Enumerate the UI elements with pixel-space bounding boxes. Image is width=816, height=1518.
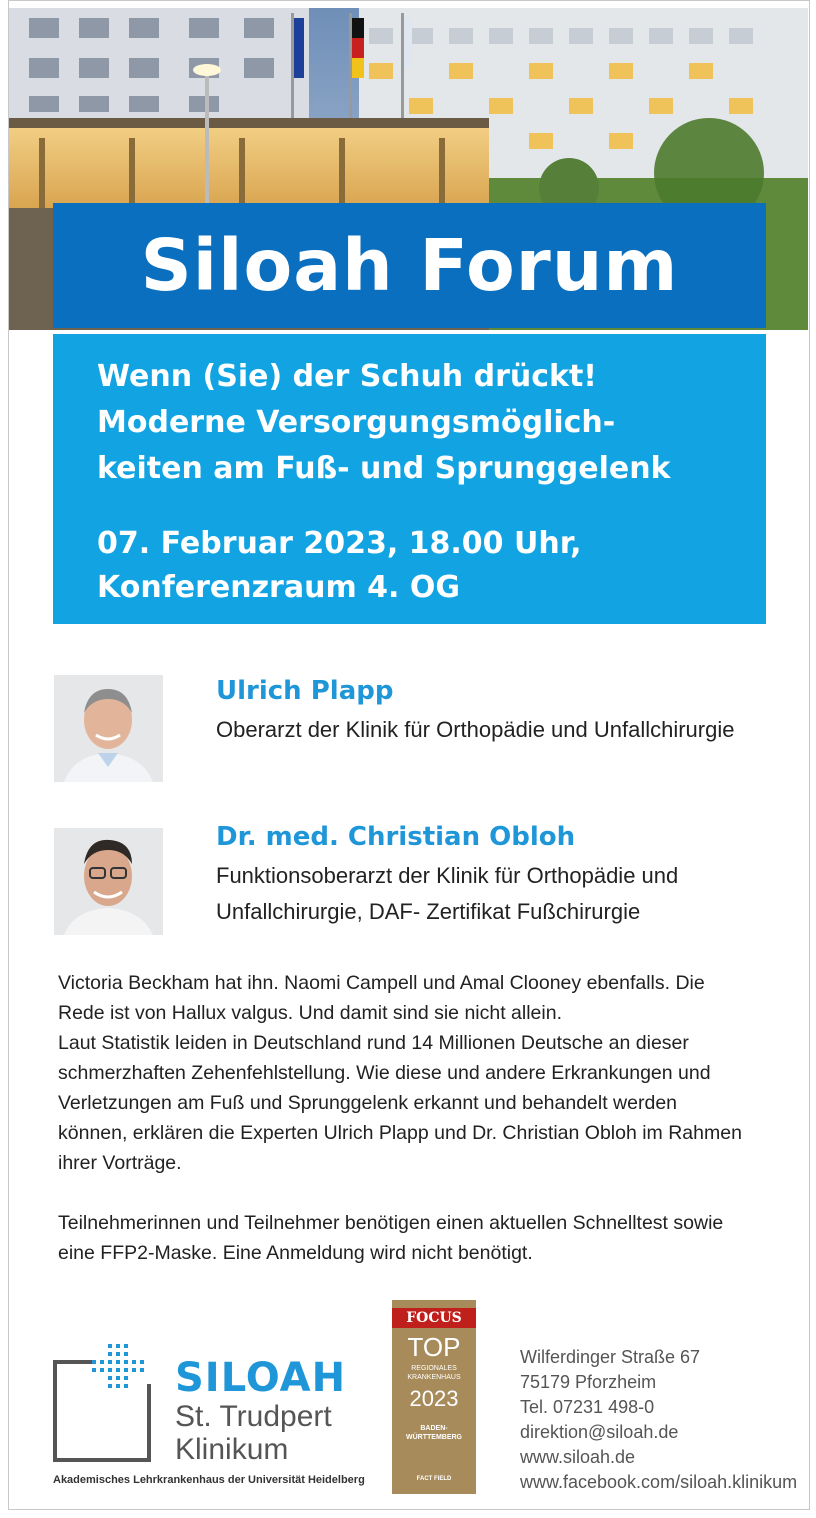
body-line: Rede ist von Hallux valgus. Und damit sind sie nicht allein. bbox=[58, 1002, 563, 1024]
speaker-role-2-line-1: Funktionsoberarzt der Klinik für Orthopädie und bbox=[216, 863, 679, 888]
badge-top: TOP bbox=[407, 1332, 461, 1362]
contact-city: 75179 Pforzheim bbox=[520, 1372, 657, 1392]
speaker-photo-plapp bbox=[54, 675, 163, 782]
contact-email[interactable]: direktion@siloah.de bbox=[520, 1422, 679, 1442]
badge-category-line-1: REGIONALES bbox=[411, 1365, 457, 1372]
speaker-role-2-line-2: Unfallchirurgie, DAF- Zertifikat Fußchirurgie bbox=[216, 899, 641, 924]
speaker-role-2 bbox=[216, 858, 776, 930]
body-line: können, erklären die Experten Ulrich Plapp und Dr. Christian Obloh im Rahmen bbox=[58, 1122, 742, 1144]
speaker-name-2: Dr. med. Christian Obloh bbox=[216, 822, 576, 852]
body-line: eine FFP2-Maske. Eine Anmeldung wird nicht benötigt. bbox=[58, 1242, 533, 1264]
focus-brand: FOCUS bbox=[392, 1308, 476, 1328]
logo-subtitle bbox=[175, 1400, 332, 1466]
logo-siloah-text: SILOAH bbox=[175, 1355, 347, 1401]
topic-line-1: Wenn (Sie) der Schuh drückt! bbox=[97, 359, 597, 394]
topic-title bbox=[97, 354, 736, 492]
logo-subtitle-line-2: Klinikum bbox=[175, 1433, 289, 1466]
topic-line-3: keiten am Fuß- und Sprunggelenk bbox=[97, 451, 671, 486]
topic-banner bbox=[53, 334, 766, 624]
logo-frame-top bbox=[53, 1360, 93, 1364]
contact-block bbox=[520, 1345, 797, 1495]
body-line: Victoria Beckham hat ihn. Naomi Campell und Amal Clooney ebenfalls. Die bbox=[58, 972, 705, 994]
badge-region-line-2: WÜRTTEMBERG bbox=[406, 1434, 462, 1441]
logo-frame-bottom bbox=[53, 1458, 151, 1462]
logo-frame-right bbox=[147, 1384, 151, 1462]
body-line: ihrer Vorträge. bbox=[58, 1152, 182, 1174]
speaker-role-1: Oberarzt der Klinik für Orthopädie und Unfallchirurgie bbox=[216, 717, 735, 742]
body-line: Verletzungen am Fuß und Sprunggelenk erkannt und behandelt werden bbox=[58, 1092, 678, 1114]
event-date: 07. Februar 2023, 18.00 Uhr, bbox=[97, 526, 582, 561]
contact-facebook[interactable]: www.facebook.com/siloah.klinikum bbox=[520, 1472, 798, 1492]
event-location: Konferenzraum 4. OG bbox=[97, 570, 460, 605]
badge-region bbox=[392, 1424, 476, 1442]
badge-factfield: FACT FIELD bbox=[416, 1476, 452, 1482]
topic-line-2: Moderne Versorgungsmöglich- bbox=[97, 405, 616, 440]
badge-year: 2023 bbox=[409, 1386, 459, 1411]
contact-phone[interactable]: Tel. 07231 498-0 bbox=[520, 1397, 655, 1417]
title-banner bbox=[53, 203, 766, 328]
contact-website[interactable]: www.siloah.de bbox=[520, 1447, 636, 1467]
speaker-photo-obloh bbox=[54, 828, 163, 935]
academic-affiliation: Akademisches Lehrkrankenhaus der Universität Heidelberg bbox=[53, 1474, 365, 1486]
focus-top-badge bbox=[392, 1300, 476, 1494]
speaker-name-1: Ulrich Plapp bbox=[216, 676, 394, 706]
badge-category-line-2: KRANKENHAUS bbox=[407, 1374, 461, 1381]
event-series-title: Siloah Forum bbox=[140, 224, 679, 307]
badge-region-line-1: BADEN- bbox=[420, 1425, 448, 1432]
logo-subtitle-line-1: St. Trudpert bbox=[175, 1400, 332, 1433]
logo-frame-left bbox=[53, 1360, 57, 1462]
badge-category bbox=[392, 1364, 476, 1382]
body-line: schmerzhaften Zehenfehlstellung. Wie diese und andere Erkrankungen und bbox=[58, 1062, 711, 1084]
body-line: Laut Statistik leiden in Deutschland rund 14 Millionen Deutsche an dieser bbox=[58, 1032, 689, 1054]
contact-street: Wilferdinger Straße 67 bbox=[520, 1347, 701, 1367]
event-description bbox=[58, 968, 768, 1268]
event-date-location bbox=[97, 522, 736, 610]
siloah-cross-icon bbox=[92, 1344, 144, 1388]
body-line: Teilnehmerinnen und Teilnehmer benötigen einen aktuellen Schnelltest sowie bbox=[58, 1212, 724, 1234]
